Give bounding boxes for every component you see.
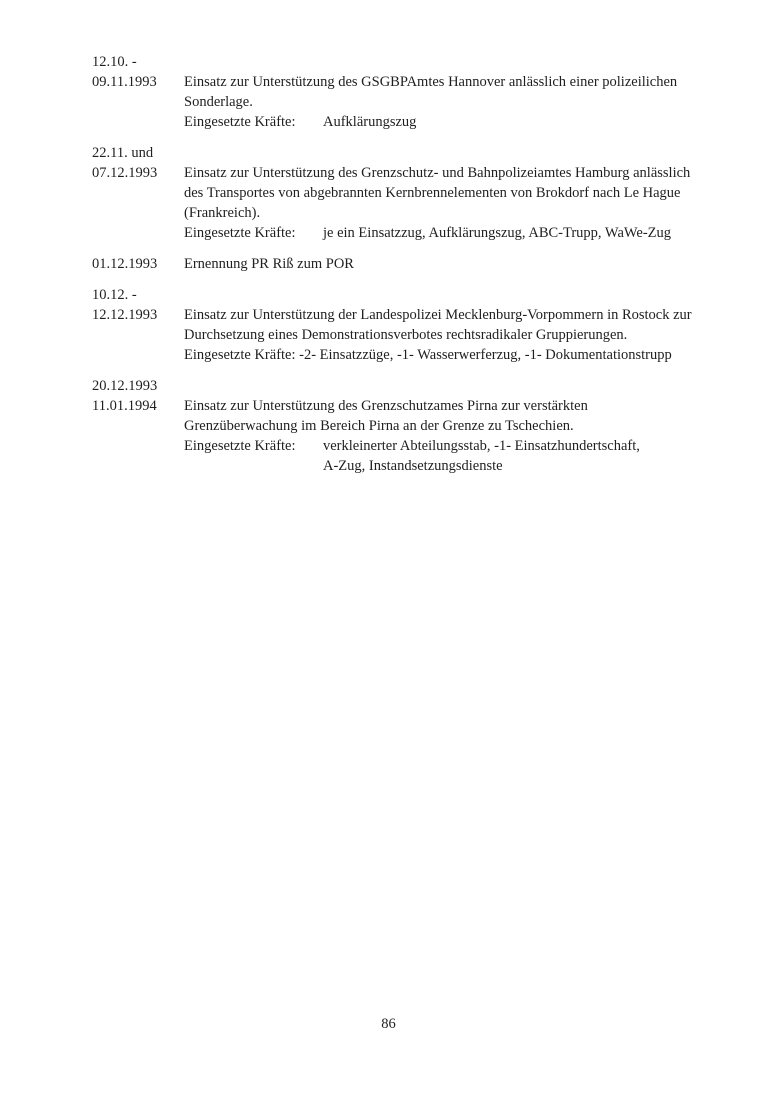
- entry-text-line: des Transportes von abgebrannten Kernbrennelementen von Brokdorf nach Le Hague: [184, 185, 681, 201]
- log-entry: [92, 143, 737, 243]
- entry-date-column: [92, 52, 184, 92]
- page-number: 86: [381, 1016, 396, 1032]
- forces-value: je ein Einsatzzug, Aufklärungszug, ABC-Trupp, WaWe-Zug: [323, 225, 672, 241]
- entry-text-line: Eingesetzte Kräfte: -2- Einsatzzüge, -1- Wasserwerferzug, -1- Dokumentationstrupp: [184, 347, 672, 363]
- entry-text-line: Einsatz zur Unterstützung des Grenzschutz- und Bahnpolizeiamtes Hamburg anlässlich: [184, 165, 691, 181]
- log-entry: [92, 52, 737, 132]
- entry-date: 01.12.1993: [92, 256, 158, 272]
- entry-text-line: Einsatz zur Unterstützung der Landespolizei Mecklenburg-Vorpommern in Rostock zur: [184, 307, 692, 323]
- entry-text-line: Durchsetzung eines Demonstrationsverbotes rechtsradikaler Gruppierungen.: [184, 327, 628, 343]
- entry-date: 20.12.1993: [92, 378, 158, 394]
- entry-date-column: [92, 376, 184, 416]
- forces-line: [184, 112, 737, 132]
- entry-text-line: Grenzüberwachung im Bereich Pirna an der Grenze zu Tschechien.: [184, 418, 574, 434]
- entry-date: 12.12.1993: [92, 307, 158, 323]
- entry-date-column: [92, 285, 184, 325]
- entry-date-column: [92, 143, 184, 183]
- forces-line: [184, 436, 737, 456]
- entry-date: 07.12.1993: [92, 165, 158, 181]
- forces-line: [184, 223, 737, 243]
- forces-continuation: A-Zug, Instandsetzungsdienste: [323, 458, 503, 474]
- entry-date-column: [92, 254, 184, 274]
- forces-label: Eingesetzte Kräfte:: [184, 114, 296, 130]
- forces-value: Aufklärungszug: [323, 114, 417, 130]
- entry-text-line: Ernennung PR Riß zum POR: [184, 256, 354, 272]
- log-entry: [92, 254, 737, 274]
- forces-label: Eingesetzte Kräfte:: [184, 225, 296, 241]
- entry-text-line: Einsatz zur Unterstützung des Grenzschutzames Pirna zur verstärkten: [184, 398, 588, 414]
- entry-text-column: [184, 72, 737, 132]
- entry-date: 12.10. -: [92, 54, 137, 70]
- entry-text-column: [184, 396, 737, 476]
- entry-date: 09.11.1993: [92, 74, 157, 90]
- entry-text-line: Einsatz zur Unterstützung des GSGBPAmtes Hannover anlässlich einer polizeilichen: [184, 74, 678, 90]
- forces-label: Eingesetzte Kräfte:: [184, 438, 296, 454]
- entry-text-column: [184, 163, 737, 243]
- log-entry: [92, 285, 737, 365]
- log-entry: [92, 376, 737, 476]
- entry-date: 10.12. -: [92, 287, 137, 303]
- entry-text-column: [184, 254, 737, 274]
- entries-list: [92, 52, 737, 487]
- entry-date: 22.11. und: [92, 145, 154, 161]
- entry-date: 11.01.1994: [92, 398, 157, 414]
- entry-text-line: (Frankreich).: [184, 205, 261, 221]
- entry-text-column: [184, 305, 737, 365]
- forces-value: verkleinerter Abteilungsstab, -1- Einsatzhundertschaft,: [323, 438, 640, 454]
- entry-text-line: Sonderlage.: [184, 94, 253, 110]
